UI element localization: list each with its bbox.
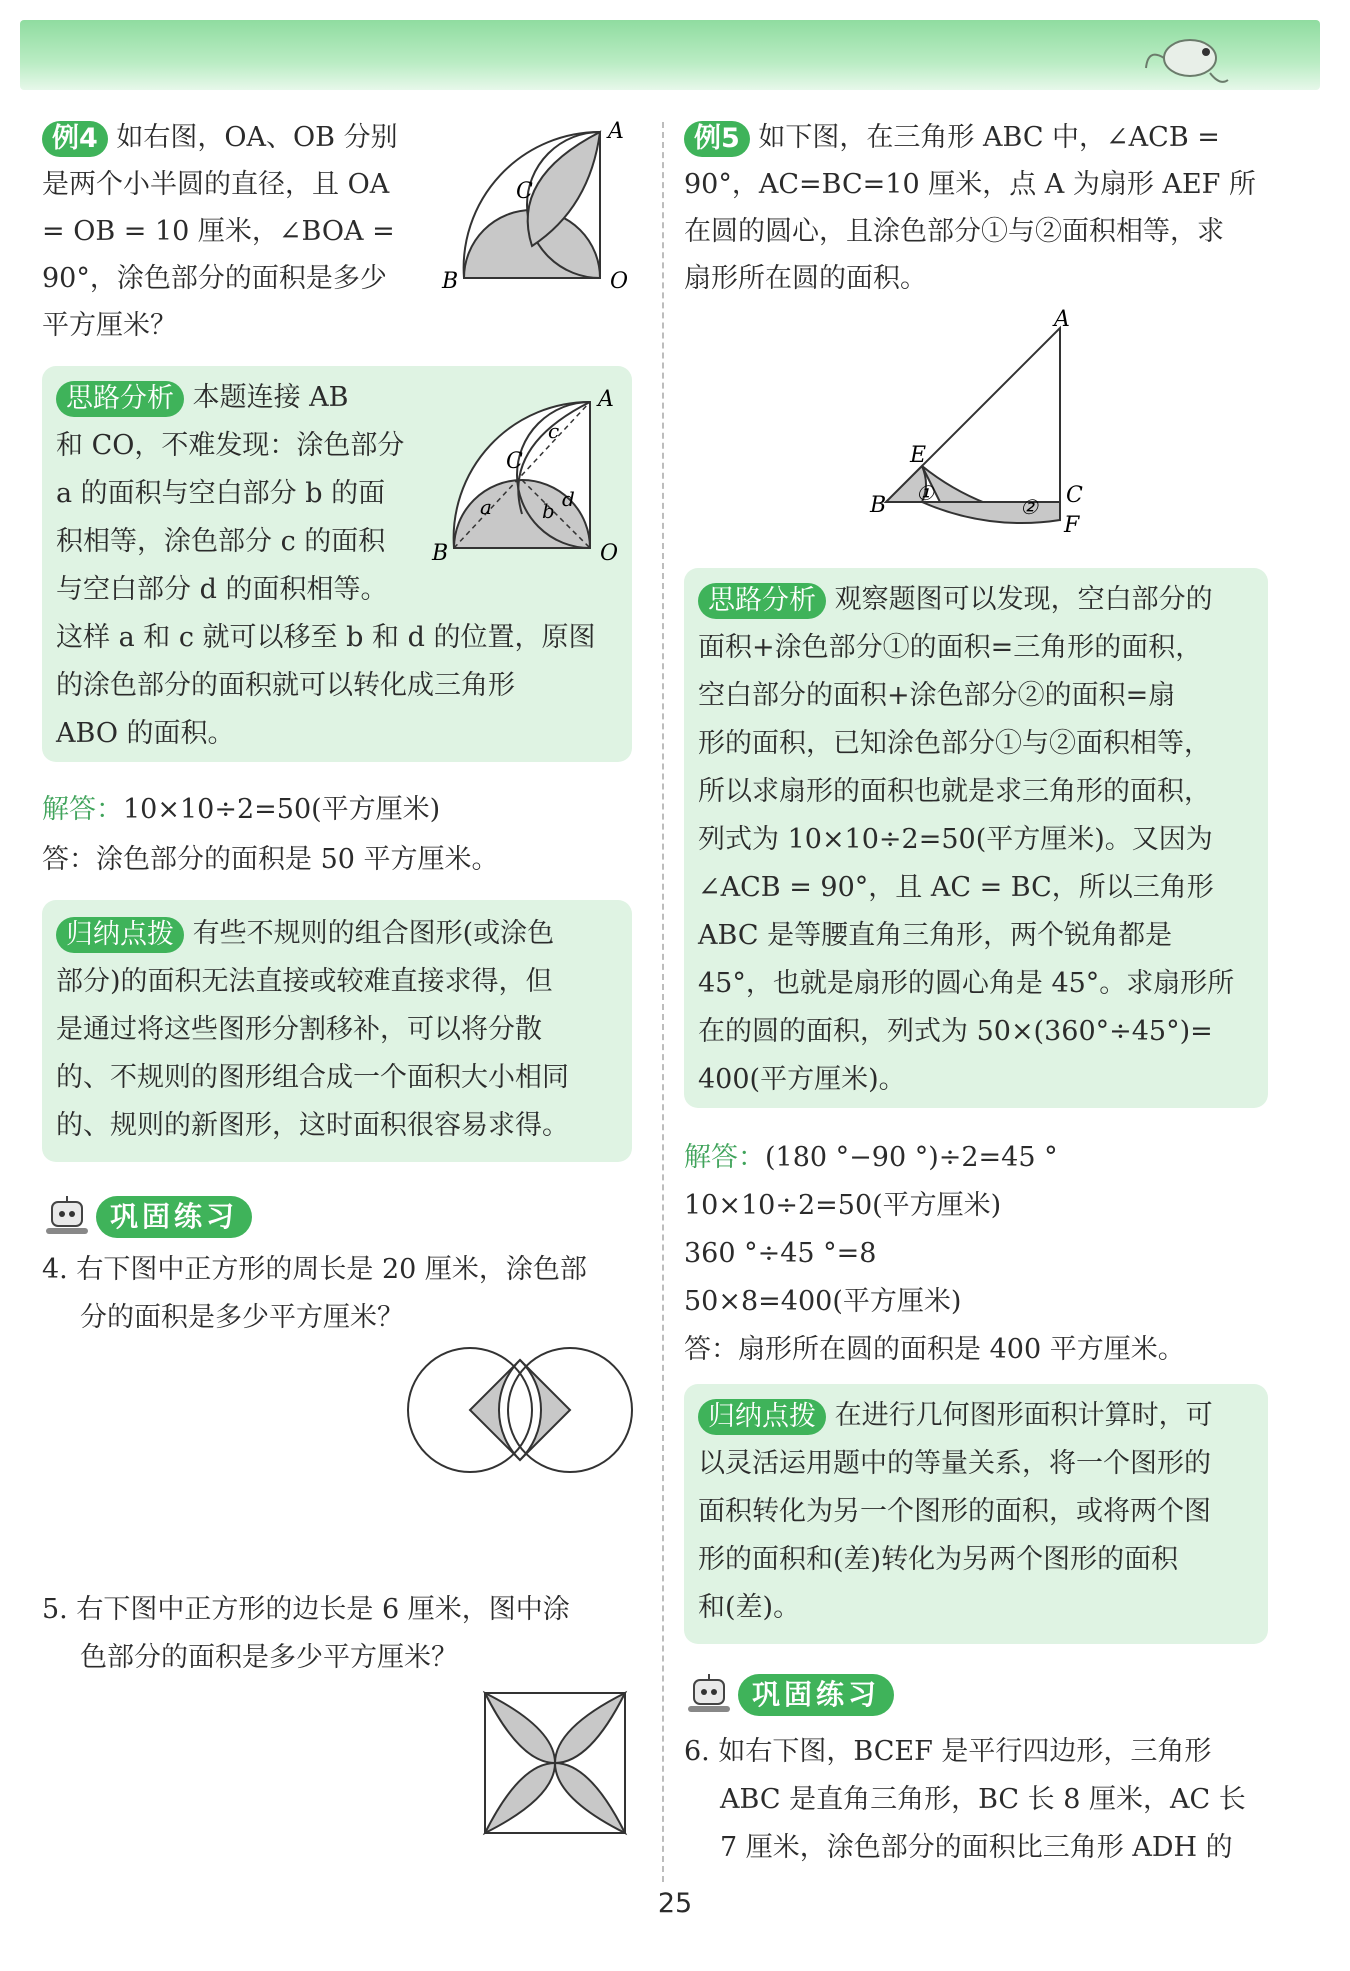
q4-line-0: 4. 右下图中正方形的周长是 20 厘米，涂色部 [42, 1254, 587, 1285]
example5-summary-line-0: 归纳点拨 在进行几何图形面积计算时，可 [698, 1396, 1213, 1436]
example4-summary-line-4: 的、规则的新图形，这时面积很容易求得。 [56, 1110, 569, 1141]
example5-line-0: 例5 如下图，在三角形 ABC 中，∠ACB = [684, 118, 1220, 158]
example5-analysis-line-0: 思路分析 观察题图可以发现，空白部分的 [698, 580, 1213, 620]
example4-analysis-line-0: 思路分析 本题连接 AB [56, 378, 349, 418]
mascot-decoration-icon [1140, 18, 1230, 93]
robot-icon [42, 1194, 92, 1238]
example5-analysis-line-9: 在的圆的面积，列式为 50×(360°÷45°)= [698, 1016, 1213, 1047]
svg-text:①: ① [916, 481, 934, 505]
example5-analysis-line-3: 形的面积，已知涂色部分①与②面积相等， [698, 728, 1211, 759]
example5-line-1: 90°，AC=BC=10 厘米，点 A 为扇形 AEF 所 [684, 169, 1256, 200]
column-divider [662, 122, 664, 1882]
summary-tag-right: 归纳点拨 [698, 1399, 826, 1435]
svg-text:O: O [600, 541, 619, 566]
example5-analysis-line-10: 400(平方厘米)。 [698, 1064, 906, 1095]
q6-line-2: 7 厘米，涂色部分的面积比三角形 ADH 的 [720, 1832, 1233, 1863]
example4-summary-line-3: 的、不规则的图形组合成一个面积大小相同 [56, 1062, 569, 1093]
example5-solution-line-2: 360 °÷45 °=8 [684, 1238, 877, 1269]
example4-line-1: 是两个小半圆的直径，且 OA [42, 169, 390, 200]
example4-summary-line-1: 部分)的面积无法直接或较难直接求得，但 [56, 966, 553, 997]
example5-figure [870, 307, 1083, 550]
q5-figure [480, 1688, 630, 1838]
q4-line-1: 分的面积是多少平方厘米？ [80, 1302, 404, 1333]
q6-line-0: 6. 如右下图，BCEF 是平行四边形，三角形 [684, 1736, 1212, 1767]
svg-text:b: b [542, 499, 555, 523]
svg-text:O: O [610, 269, 629, 294]
example4-line-4: 平方厘米？ [42, 310, 177, 341]
example4-analysis-line-5: 这样 a 和 c 就可以移至 b 和 d 的位置，原图 [56, 622, 596, 653]
example5-solution-line-0: 解答：(180 °−90 °)÷2=45 ° [684, 1142, 1058, 1173]
example5-analysis-line-4: 所以求扇形的面积也就是求三角形的面积， [698, 776, 1211, 807]
svg-text:C: C [506, 449, 523, 474]
svg-text:C: C [1066, 483, 1083, 508]
example5-analysis-line-6: ∠ACB = 90°，且 AC = BC，所以三角形 [698, 872, 1214, 903]
example4-analysis-figure [430, 384, 630, 564]
analysis-tag-right: 思路分析 [698, 583, 826, 619]
q5-line-1: 色部分的面积是多少平方厘米？ [80, 1642, 458, 1673]
example4-solution: 解答：10×10÷2=50(平方厘米) [42, 794, 441, 825]
example5-line-3: 扇形所在圆的面积。 [684, 263, 927, 294]
example5-tag: 例5 [684, 121, 750, 157]
example5-analysis-line-5: 列式为 10×10÷2=50(平方厘米)。又因为 [698, 824, 1213, 855]
q5-line-0: 5. 右下图中正方形的边长是 6 厘米，图中涂 [42, 1594, 570, 1625]
analysis-tag: 思路分析 [56, 381, 184, 417]
svg-text:C: C [516, 179, 533, 204]
example5-summary-line-1: 以灵活运用题中的等量关系，将一个图形的 [698, 1448, 1211, 1479]
example4-tag: 例4 [42, 121, 108, 157]
robot-icon-right [684, 1672, 734, 1716]
svg-text:A: A [608, 119, 624, 144]
example4-analysis-line-6: 的涂色部分的面积就可以转化成三角形 [56, 670, 515, 701]
svg-text:d: d [562, 487, 575, 511]
header-band [20, 20, 1320, 90]
page-number: 25 [657, 1888, 693, 1919]
example5-summary-line-2: 面积转化为另一个图形的面积，或将两个图 [698, 1496, 1211, 1527]
example4-analysis-line-2: a 的面积与空白部分 b 的面 [56, 478, 386, 509]
example5-summary-line-4: 和(差)。 [698, 1592, 801, 1623]
example4-analysis-line-3: 积相等，涂色部分 c 的面积 [56, 526, 386, 557]
example4-summary-line-2: 是通过将这些图形分割移补，可以将分散 [56, 1014, 542, 1045]
svg-text:A: A [1054, 307, 1070, 332]
svg-text:②: ② [1020, 495, 1038, 519]
example4-line-3: 90°，涂色部分的面积是多少 [42, 263, 387, 294]
example4-summary-line-0: 归纳点拨 有些不规则的组合图形(或涂色 [56, 914, 554, 954]
svg-text:F: F [1064, 513, 1080, 538]
example5-analysis-line-1: 面积+涂色部分①的面积=三角形的面积， [698, 632, 1203, 663]
example4-analysis-line-1: 和 CO，不难发现：涂色部分 [56, 430, 405, 461]
example5-solution-line-1: 10×10÷2=50(平方厘米) [684, 1190, 1002, 1221]
svg-text:c: c [548, 419, 560, 443]
example5-line-2: 在圆的圆心，且涂色部分①与②面积相等，求 [684, 216, 1224, 247]
q6-line-1: ABC 是直角三角形，BC 长 8 厘米，AC 长 [720, 1784, 1246, 1815]
summary-tag: 归纳点拨 [56, 917, 184, 953]
example4-line-2: = OB = 10 厘米，∠BOA = [42, 216, 395, 247]
example5-analysis-line-8: 45°，也就是扇形的圆心角是 45°。求扇形所 [698, 968, 1235, 999]
svg-text:B: B [432, 541, 449, 566]
svg-text:B: B [870, 493, 887, 518]
svg-text:a: a [480, 495, 492, 519]
example4-answer: 答：涂色部分的面积是 50 平方厘米。 [42, 844, 499, 875]
svg-text:A: A [598, 387, 614, 412]
example5-analysis-line-7: ABC 是等腰直角三角形，两个锐角都是 [698, 920, 1173, 951]
example5-solution-line-3: 50×8=400(平方厘米) [684, 1286, 962, 1317]
svg-text:E: E [910, 443, 927, 468]
example4-line-0: 例4 如右图，OA、OB 分别 [42, 118, 398, 158]
example4-analysis-line-7: ABO 的面积。 [56, 718, 235, 749]
example5-summary-line-3: 形的面积和(差)转化为另两个图形的面积 [698, 1544, 1179, 1575]
practice-title-left: 巩固练习 [96, 1196, 252, 1238]
example5-analysis-line-2: 空白部分的面积+涂色部分②的面积=扇 [698, 680, 1176, 711]
example5-answer: 答：扇形所在圆的面积是 400 平方厘米。 [684, 1334, 1185, 1365]
example4-figure [440, 118, 640, 293]
q4-figure [400, 1340, 640, 1490]
example4-analysis-line-4: 与空白部分 d 的面积相等。 [56, 574, 388, 605]
practice-title-right: 巩固练习 [738, 1674, 894, 1716]
svg-text:B: B [442, 269, 459, 294]
